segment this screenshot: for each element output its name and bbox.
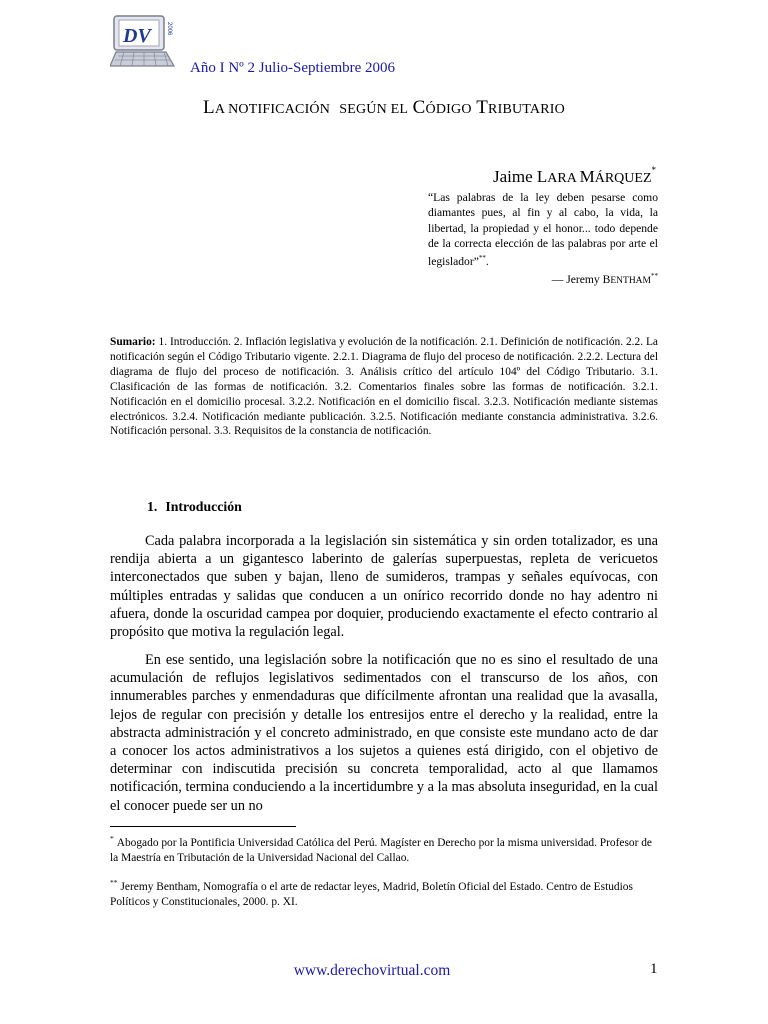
footnote-separator <box>110 826 296 827</box>
footnote-marker: * <box>651 165 656 175</box>
body-paragraph: En ese sentido, una legislación sobre la notificación que no es sino el resultado de una acumulación de reflujos legislativos sedimentados con el transcurso de los años, con innumerables parches y enmendaduras que difícilmente afrontan una realidad que la avasalla, lejos de regular con precisión y detalle los entresijos entre el derecho y la realidad, entre la abstracta administración y el concreto administrado, en que consiste este mundano acto de dar a conocer los actos administrativos a los sujetos a quienes está dirigido, con el objetivo de determinar con indiscutida precisión su concreta temporalidad, acto al que llamamos notificación, termina conduciendo a la incertidumbre y a la mas absoluta inseguridad, en la cual el conocer puede ser un no <box>110 652 658 814</box>
body-paragraph: Cada palabra incorporada a la legislación sin sistemática y sin orden totalizador, es una rendija abierta a un gigantesco laberinto de galerías superpuestas, repleta de vericuetos interconectados que suben y bajan, lleno de sumideros, trampas y señales equívocas, con múltiples entradas y salidas que conducen a un onírico recorrido donde no hay adentro ni afuera, donde la oscuridad campea por doquier, produciendo exactamente el efecto contrario al propósito que motiva la regulación legal. <box>110 533 658 641</box>
epigraph-quote: “Las palabras de la ley deben pesarse como diamantes pues, al fin y al cabo, la vida, la libertad, la propiedad y el honor... todo depende de la correcta elección de las palabras por arte el legislador”**. <box>428 191 658 269</box>
journal-logo <box>110 14 182 70</box>
footnote: * Abogado por la Pontificia Universidad Católica del Perú. Magíster en Derecho por la misma universidad. Profesor de la Maestría en Tributación de la Universidad Nacional del Callao. <box>110 834 652 864</box>
footnote: ** Jeremy Bentham, Nomografía o el arte de redactar leyes, Madrid, Boletín Oficial del Estado. Centro de Estudios Políticos y Constitucionales, 2000. p. XI. <box>110 878 633 908</box>
page-number: 1 <box>650 961 658 977</box>
author-name: Jaime LARA MÁRQUEZ* <box>493 165 656 186</box>
section-heading: 1. Introducción <box>147 499 242 514</box>
logo-text: DV <box>123 25 151 47</box>
summary-text: 1. Introducción. 2. Inflación legislativa y evolución de la notificación. 2.1. Definición de notificación. 2.2. La notificación según el Código Tributario vigente. 2.2.1. Diagrama de flujo del proceso de notificación. 2.2.2. Lectura del diagrama de flujo del proceso de notificación. 3. Análisis crítico del artículo 104º del Código Tributario. 3.1. Clasificación de las formas de notificación. 3.2. Comentarios finales sobre las formas de notificación. 3.2.1. Notificación en el domicilio procesal. 3.2.2. Notificación en el domicilio fiscal. 3.2.3. Notificación mediante sistemas electrónicos. 3.2.4. Notificación mediante publicación. 3.2.5. Notificación mediante constancia administrativa. 3.2.6. Notificación personal. 3.3. Requisitos de la constancia de notificación. <box>110 336 658 438</box>
summary <box>110 335 658 439</box>
issue-info: Año I Nº 2 Julio-Septiembre 2006 <box>190 60 396 76</box>
logo-year: 2006 <box>166 22 172 36</box>
article-title: LA NOTIFICACIÓN SEGÚN EL CÓDIGO TRIBUTARIO <box>203 97 565 118</box>
footer-url-link[interactable]: www.derechovirtual.com <box>293 962 451 979</box>
summary-label: Sumario: <box>110 336 156 348</box>
epigraph-author: — Jeremy BENTHAM** <box>551 272 658 286</box>
